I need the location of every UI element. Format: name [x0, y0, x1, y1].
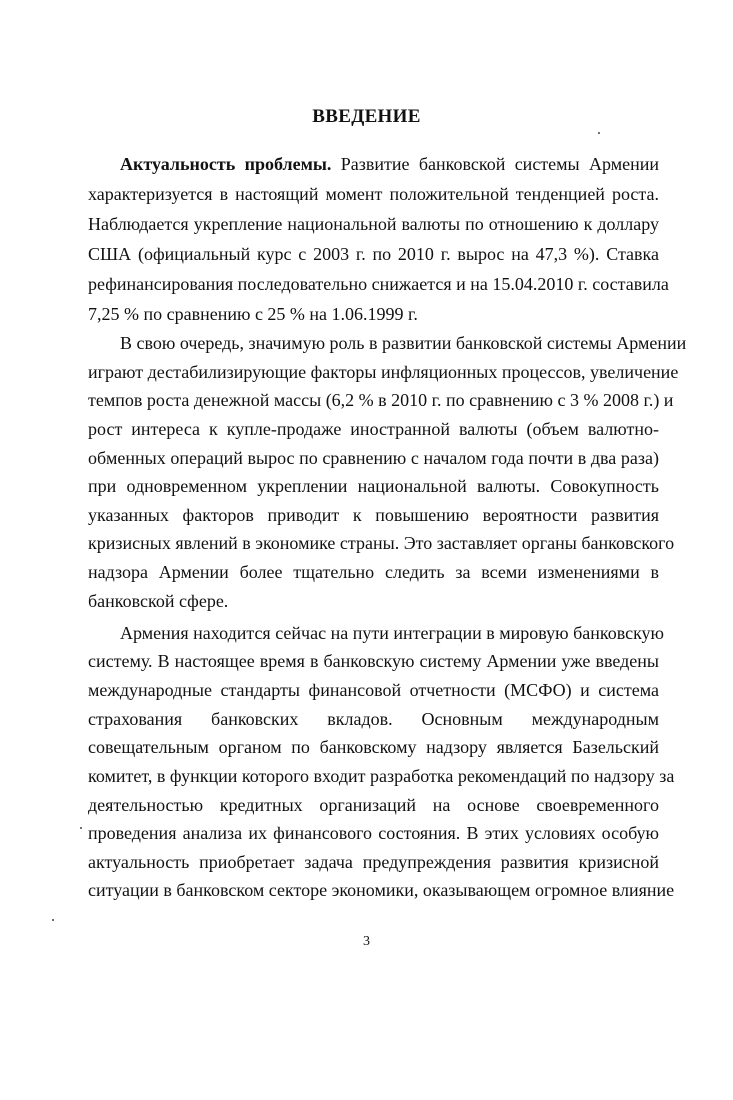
- para1-line-4: США (официальный курс с 2003 г. по 2010 г. вырос на 47,3 %). Ставка: [88, 244, 659, 264]
- para2-line-3: темпов роста денежной массы (6,2 % в 2010 г. по сравнению с 3 % 2008 г.) и: [88, 390, 674, 410]
- para2-line-1: В свою очередь, значимую роль в развитии банковской системы Армении: [120, 333, 687, 353]
- para1-line-1: [120, 153, 659, 175]
- scan-speck: [52, 919, 54, 921]
- para3-line-6: комитет, в функции которого входит разработка рекомендаций по надзору за: [88, 766, 675, 786]
- para3-line-2: систему. В настоящее время в банковскую систему Армении уже введены: [88, 651, 659, 671]
- para1-line-3: Наблюдается укрепление национальной валюты по отношению к доллару: [88, 214, 659, 234]
- para2-line-2: играют дестабилизирующие факторы инфляционных процессов, увеличение: [88, 362, 679, 382]
- para1-line-2: характеризуется в настоящий момент положительной тенденцией роста.: [88, 184, 659, 204]
- para2-line-9: надзора Армении более тщательно следить за всеми изменениями в: [88, 562, 659, 582]
- scan-speck: [80, 827, 82, 829]
- scan-speck: [598, 132, 600, 134]
- para2-line-4: рост интереса к купле-продаже иностранной валюты (объем валютно-: [88, 419, 659, 439]
- para3-line-3: международные стандарты финансовой отчетности (МСФО) и система: [88, 680, 659, 700]
- para3-line-8: проведения анализа их финансового состояния. В этих условиях особую: [88, 823, 659, 843]
- page-number: 3: [363, 934, 370, 949]
- para2-line-8: кризисных явлений в экономике страны. Это заставляет органы банковского: [88, 533, 675, 553]
- para1-line-6: 7,25 % по сравнению с 25 % на 1.06.1999 г.: [88, 304, 418, 324]
- para1-line-1-text: Развитие банковской системы Армении: [340, 154, 660, 174]
- para3-line-10: ситуации в банковском секторе экономики, оказывающем огромное влияние: [88, 880, 675, 900]
- para2-line-10: банковской сфере.: [88, 591, 229, 611]
- para2-line-7: указанных факторов приводит к повышению вероятности развития: [88, 505, 659, 525]
- para3-line-5: совещательным органом по банковскому надзору является Базельский: [88, 737, 659, 757]
- para3-line-4: страхования банковских вкладов. Основным международным: [88, 709, 659, 729]
- para1-line-5: рефинансирования последовательно снижается и на 15.04.2010 г. составила: [88, 274, 669, 294]
- para3-line-9: актуальность приобретает задача предупреждения развития кризисной: [88, 852, 659, 872]
- para3-line-1: Армения находится сейчас на пути интеграции в мировую банковскую: [120, 623, 665, 643]
- para2-line-5: обменных операций вырос по сравнению с началом года почти в два раза): [88, 448, 659, 468]
- para3-line-7: деятельностью кредитных организаций на основе своевременного: [88, 795, 659, 815]
- para1-lead: Актуальность проблемы.: [120, 154, 332, 174]
- para2-line-6: при одновременном укреплении национальной валюты. Совокупность: [88, 476, 659, 496]
- page-title: ВВЕДЕНИЕ: [312, 106, 421, 127]
